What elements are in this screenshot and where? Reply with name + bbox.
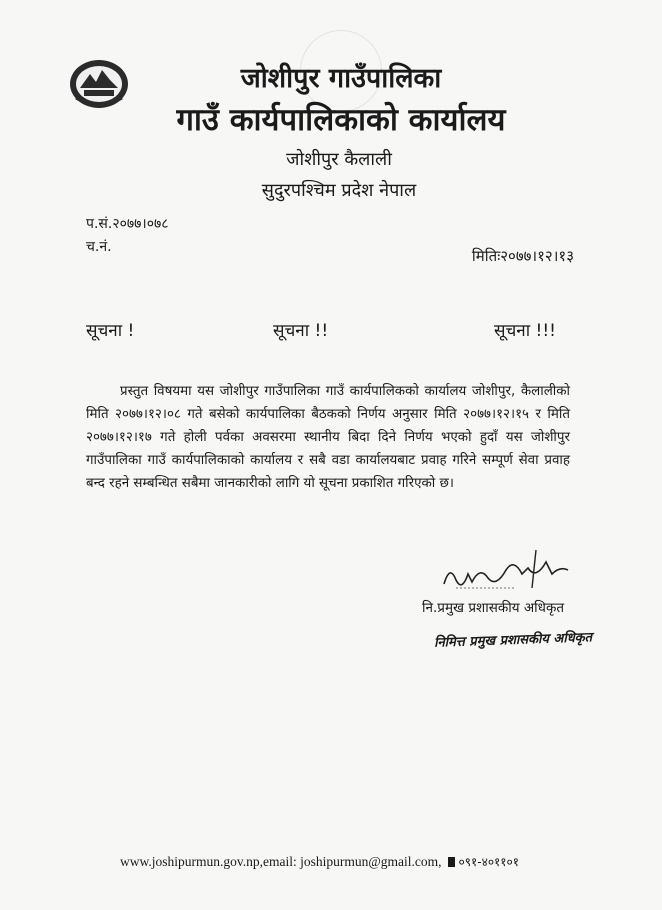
notice-heading-1: सूचना ! (86, 321, 135, 341)
notice-heading-2: सूचना !! (273, 321, 329, 341)
footer-phone: ०९१-४०११०१ (458, 855, 520, 869)
footer-web-email: www.joshipurmun.gov.np,email: joshipurmun@gmail.com, (120, 854, 442, 869)
footer-contact (120, 853, 519, 870)
notice-body: प्रस्तुत विषयमा यस जोशीपुर गाउँपालिका गाउँ कार्यपालिकको कार्यालय जोशीपुर, कैलालीको मिति २०७७।१२।०८ गते बसेको कार्यपालिका बैठकको निर्णय अनुसार मिति २०७७।१२।१५ र मिति २०७७।१२।१७ गते होली पर्वका अवसरमा स्थानीय बिदा दिने निर्णय भएको हुदाँ यस जोशीपुर गाउँपालिका गाउँ कार्यपालिकाको कार्यालय र सबै वडा कार्यालयबाट प्रवाह गरिने सम्पूर्ण सेवा प्रवाह बन्द रहने सम्बन्धित सबैमा जानकारीको लागि यो सूचना प्रकाशित गरिएको छ। (86, 384, 570, 491)
reference-number: प.सं.२०७७।०७८ (86, 216, 169, 232)
municipality-name: जोशीपुर गाउँपालिका (240, 63, 442, 94)
signatory-title: नि.प्रमुख प्रशासकीय अधिकृत (422, 600, 565, 616)
handwritten-signature (436, 544, 576, 596)
notice-heading-3: सूचना !!! (494, 321, 556, 341)
province-line: सुदुरपश्चिम प्रदेश नेपाल (261, 180, 417, 201)
office-title: गाउँ कार्यपालिकाको कार्यालय (176, 102, 506, 138)
official-stamp: निमित्त प्रमुख प्रशासकीय अधिकृत (433, 630, 593, 651)
phone-icon (448, 857, 455, 867)
dispatch-number: च.नं. (86, 239, 112, 255)
document-date: मितिः२०७७।१२।१३ (471, 247, 574, 265)
office-location: जोशीपुर कैलाली (286, 149, 392, 170)
